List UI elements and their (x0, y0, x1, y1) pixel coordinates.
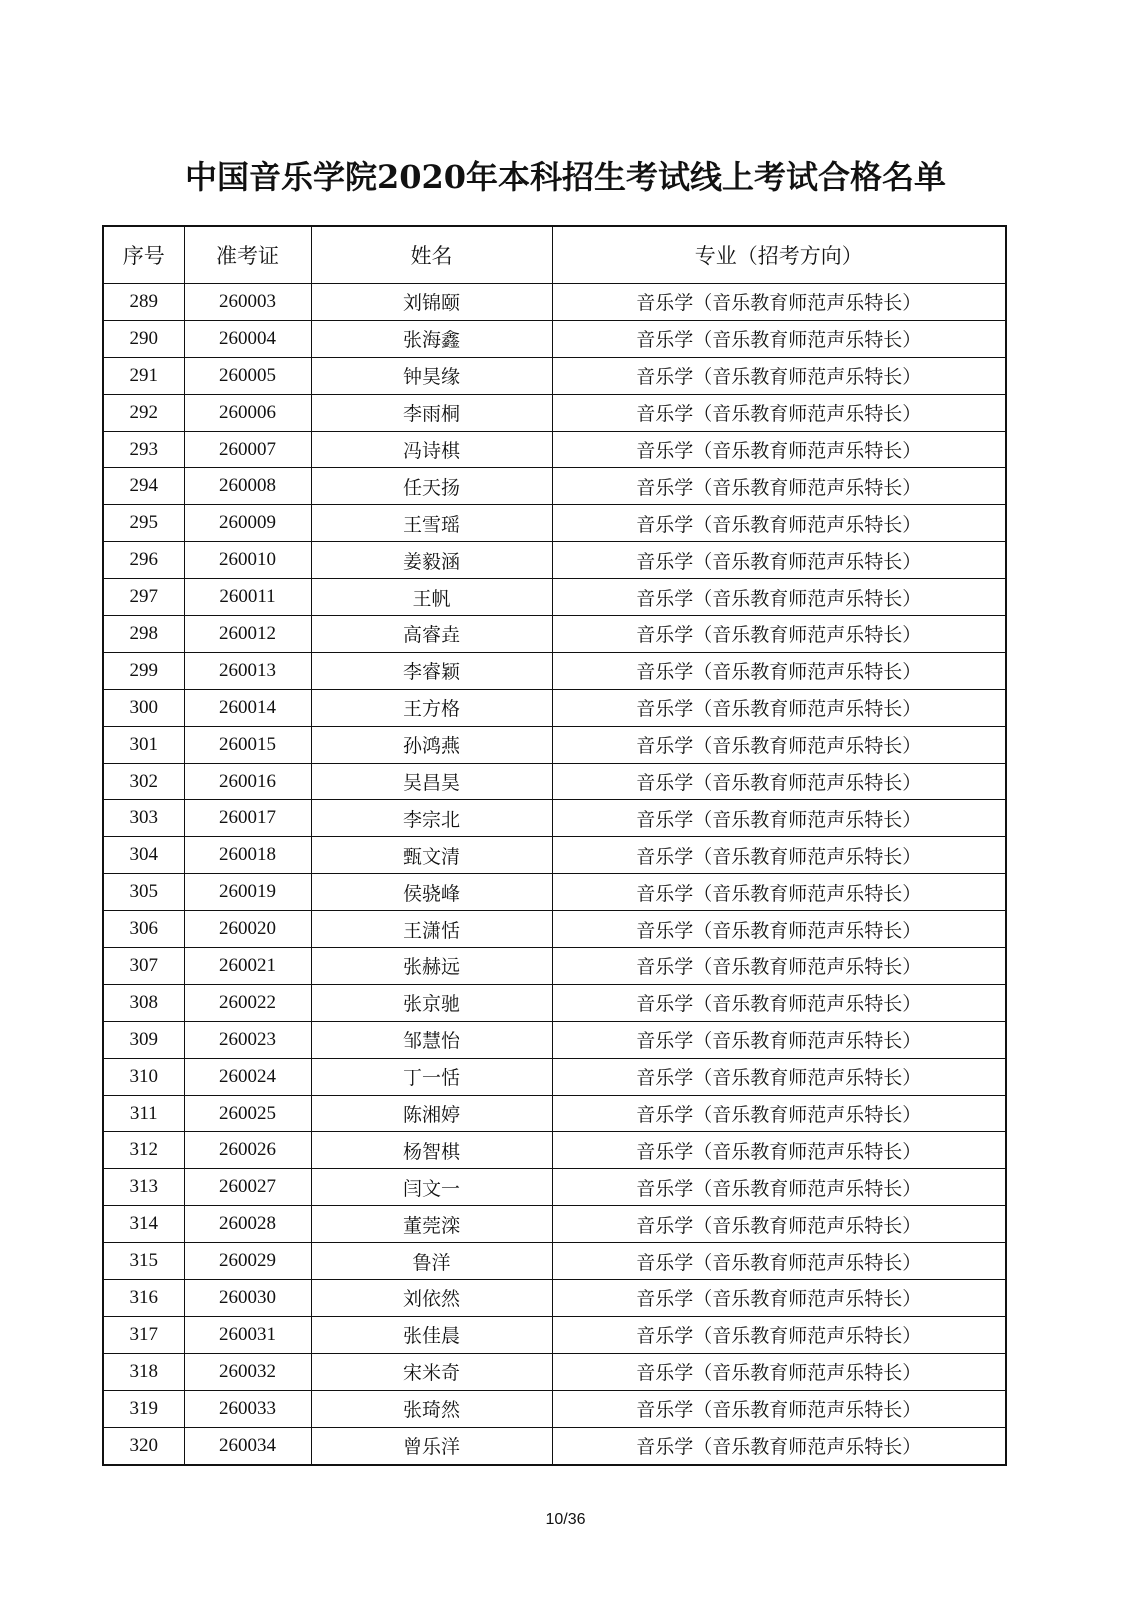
cell-seq: 295 (103, 505, 184, 542)
cell-major: 音乐学（音乐教育师范声乐特长） (552, 837, 1006, 874)
cell-major: 音乐学（音乐教育师范声乐特长） (552, 357, 1006, 394)
cell-exam-id: 260003 (184, 284, 311, 321)
header-major: 专业（招考方向） (552, 226, 1006, 284)
cell-seq: 299 (103, 652, 184, 689)
cell-name: 陈湘婷 (311, 1095, 552, 1132)
cell-major: 音乐学（音乐教育师范声乐特长） (552, 616, 1006, 653)
table-row (103, 542, 1006, 579)
cell-major: 音乐学（音乐教育师范声乐特长） (552, 689, 1006, 726)
cell-major: 音乐学（音乐教育师范声乐特长） (552, 911, 1006, 948)
cell-seq: 316 (103, 1280, 184, 1317)
cell-major: 音乐学（音乐教育师范声乐特长） (552, 1021, 1006, 1058)
cell-major: 音乐学（音乐教育师范声乐特长） (552, 726, 1006, 763)
cell-exam-id: 260015 (184, 726, 311, 763)
cell-name: 侯骁峰 (311, 874, 552, 911)
cell-major: 音乐学（音乐教育师范声乐特长） (552, 394, 1006, 431)
cell-name: 张佳晨 (311, 1316, 552, 1353)
cell-name: 张琦然 (311, 1390, 552, 1427)
cell-name: 钟昊缘 (311, 357, 552, 394)
cell-exam-id: 260030 (184, 1280, 311, 1317)
admission-list-table (102, 225, 1007, 1466)
cell-seq: 303 (103, 800, 184, 837)
cell-seq: 317 (103, 1316, 184, 1353)
cell-major: 音乐学（音乐教育师范声乐特长） (552, 320, 1006, 357)
cell-seq: 319 (103, 1390, 184, 1427)
cell-name: 邹慧怡 (311, 1021, 552, 1058)
cell-name: 孙鸿燕 (311, 726, 552, 763)
cell-seq: 313 (103, 1169, 184, 1206)
cell-exam-id: 260012 (184, 616, 311, 653)
table-row (103, 1427, 1006, 1464)
cell-name: 杨智棋 (311, 1132, 552, 1169)
table-row (103, 1390, 1006, 1427)
cell-seq: 311 (103, 1095, 184, 1132)
cell-major: 音乐学（音乐教育师范声乐特长） (552, 800, 1006, 837)
page-title: 中国音乐学院2020年本科招生考试线上考试合格名单 (184, 158, 947, 196)
cell-name: 刘锦颐 (311, 284, 552, 321)
table-row (103, 616, 1006, 653)
table-row (103, 726, 1006, 763)
table-row (103, 357, 1006, 394)
cell-major: 音乐学（音乐教育师范声乐特长） (552, 1095, 1006, 1132)
cell-major: 音乐学（音乐教育师范声乐特长） (552, 542, 1006, 579)
cell-seq: 308 (103, 984, 184, 1021)
table-row (103, 763, 1006, 800)
cell-seq: 318 (103, 1353, 184, 1390)
cell-seq: 306 (103, 911, 184, 948)
cell-name: 任天扬 (311, 468, 552, 505)
header-name: 姓名 (311, 226, 552, 284)
cell-name: 李雨桐 (311, 394, 552, 431)
cell-seq: 302 (103, 763, 184, 800)
cell-exam-id: 260005 (184, 357, 311, 394)
cell-name: 丁一恬 (311, 1058, 552, 1095)
cell-name: 张赫远 (311, 948, 552, 985)
cell-seq: 312 (103, 1132, 184, 1169)
table-row (103, 652, 1006, 689)
table-row (103, 911, 1006, 948)
cell-exam-id: 260028 (184, 1206, 311, 1243)
cell-seq: 296 (103, 542, 184, 579)
cell-exam-id: 260025 (184, 1095, 311, 1132)
cell-name: 王帆 (311, 579, 552, 616)
cell-seq: 298 (103, 616, 184, 653)
cell-exam-id: 260020 (184, 911, 311, 948)
cell-seq: 292 (103, 394, 184, 431)
cell-exam-id: 260011 (184, 579, 311, 616)
cell-exam-id: 260034 (184, 1427, 311, 1464)
table-row (103, 1058, 1006, 1095)
cell-seq: 289 (103, 284, 184, 321)
table-row (103, 505, 1006, 542)
cell-name: 李睿颖 (311, 652, 552, 689)
table-row (103, 1243, 1006, 1280)
cell-name: 鲁洋 (311, 1243, 552, 1280)
cell-name: 董莞滦 (311, 1206, 552, 1243)
table-row (103, 948, 1006, 985)
table-header-row (103, 226, 1006, 284)
table-row (103, 468, 1006, 505)
cell-major: 音乐学（音乐教育师范声乐特长） (552, 579, 1006, 616)
cell-major: 音乐学（音乐教育师范声乐特长） (552, 652, 1006, 689)
cell-exam-id: 260029 (184, 1243, 311, 1280)
cell-name: 闫文一 (311, 1169, 552, 1206)
table-row (103, 394, 1006, 431)
cell-name: 张京驰 (311, 984, 552, 1021)
cell-name: 张海鑫 (311, 320, 552, 357)
cell-major: 音乐学（音乐教育师范声乐特长） (552, 1206, 1006, 1243)
table-row (103, 579, 1006, 616)
cell-exam-id: 260026 (184, 1132, 311, 1169)
cell-name: 王潇恬 (311, 911, 552, 948)
table-row (103, 874, 1006, 911)
cell-seq: 304 (103, 837, 184, 874)
table-row (103, 1316, 1006, 1353)
cell-seq: 320 (103, 1427, 184, 1464)
cell-exam-id: 260022 (184, 984, 311, 1021)
cell-name: 刘依然 (311, 1280, 552, 1317)
header-exam-id: 准考证 (184, 226, 311, 284)
header-seq: 序号 (103, 226, 184, 284)
cell-seq: 309 (103, 1021, 184, 1058)
cell-seq: 307 (103, 948, 184, 985)
cell-seq: 301 (103, 726, 184, 763)
cell-major: 音乐学（音乐教育师范声乐特长） (552, 1243, 1006, 1280)
table-row (103, 1206, 1006, 1243)
cell-seq: 305 (103, 874, 184, 911)
cell-major: 音乐学（音乐教育师范声乐特长） (552, 1390, 1006, 1427)
cell-major: 音乐学（音乐教育师范声乐特长） (552, 1427, 1006, 1464)
cell-name: 甄文清 (311, 837, 552, 874)
table-row (103, 284, 1006, 321)
cell-exam-id: 260027 (184, 1169, 311, 1206)
table-row (103, 1021, 1006, 1058)
cell-major: 音乐学（音乐教育师范声乐特长） (552, 1132, 1006, 1169)
table-row (103, 1353, 1006, 1390)
cell-exam-id: 260007 (184, 431, 311, 468)
cell-major: 音乐学（音乐教育师范声乐特长） (552, 431, 1006, 468)
cell-name: 宋米奇 (311, 1353, 552, 1390)
cell-major: 音乐学（音乐教育师范声乐特长） (552, 948, 1006, 985)
table-row (103, 320, 1006, 357)
cell-name: 王雪瑶 (311, 505, 552, 542)
table-row (103, 431, 1006, 468)
cell-exam-id: 260008 (184, 468, 311, 505)
cell-name: 姜毅涵 (311, 542, 552, 579)
cell-seq: 315 (103, 1243, 184, 1280)
cell-exam-id: 260024 (184, 1058, 311, 1095)
cell-seq: 291 (103, 357, 184, 394)
cell-exam-id: 260010 (184, 542, 311, 579)
cell-major: 音乐学（音乐教育师范声乐特长） (552, 874, 1006, 911)
table-row (103, 1095, 1006, 1132)
table-row (103, 689, 1006, 726)
cell-major: 音乐学（音乐教育师范声乐特长） (552, 284, 1006, 321)
cell-major: 音乐学（音乐教育师范声乐特长） (552, 1058, 1006, 1095)
cell-exam-id: 260016 (184, 763, 311, 800)
table-row (103, 1169, 1006, 1206)
table-row (103, 800, 1006, 837)
cell-name: 冯诗棋 (311, 431, 552, 468)
cell-exam-id: 260004 (184, 320, 311, 357)
cell-major: 音乐学（音乐教育师范声乐特长） (552, 1353, 1006, 1390)
table-body (103, 284, 1006, 1465)
cell-exam-id: 260023 (184, 1021, 311, 1058)
cell-exam-id: 260017 (184, 800, 311, 837)
cell-exam-id: 260006 (184, 394, 311, 431)
cell-name: 高睿垚 (311, 616, 552, 653)
cell-exam-id: 260019 (184, 874, 311, 911)
cell-exam-id: 260021 (184, 948, 311, 985)
cell-major: 音乐学（音乐教育师范声乐特长） (552, 505, 1006, 542)
cell-seq: 294 (103, 468, 184, 505)
cell-seq: 293 (103, 431, 184, 468)
page-number: 10/36 (545, 1511, 586, 1528)
cell-exam-id: 260031 (184, 1316, 311, 1353)
cell-name: 吴昌昊 (311, 763, 552, 800)
cell-name: 李宗北 (311, 800, 552, 837)
cell-exam-id: 260033 (184, 1390, 311, 1427)
cell-seq: 300 (103, 689, 184, 726)
cell-major: 音乐学（音乐教育师范声乐特长） (552, 1169, 1006, 1206)
cell-major: 音乐学（音乐教育师范声乐特长） (552, 984, 1006, 1021)
table-row (103, 1280, 1006, 1317)
cell-seq: 314 (103, 1206, 184, 1243)
cell-exam-id: 260014 (184, 689, 311, 726)
cell-major: 音乐学（音乐教育师范声乐特长） (552, 763, 1006, 800)
cell-major: 音乐学（音乐教育师范声乐特长） (552, 468, 1006, 505)
table-row (103, 1132, 1006, 1169)
cell-seq: 290 (103, 320, 184, 357)
cell-major: 音乐学（音乐教育师范声乐特长） (552, 1316, 1006, 1353)
cell-major: 音乐学（音乐教育师范声乐特长） (552, 1280, 1006, 1317)
cell-exam-id: 260013 (184, 652, 311, 689)
cell-name: 曾乐洋 (311, 1427, 552, 1464)
table-row (103, 984, 1006, 1021)
cell-seq: 310 (103, 1058, 184, 1095)
cell-exam-id: 260032 (184, 1353, 311, 1390)
cell-exam-id: 260018 (184, 837, 311, 874)
cell-name: 王方格 (311, 689, 552, 726)
cell-seq: 297 (103, 579, 184, 616)
cell-exam-id: 260009 (184, 505, 311, 542)
table-row (103, 837, 1006, 874)
